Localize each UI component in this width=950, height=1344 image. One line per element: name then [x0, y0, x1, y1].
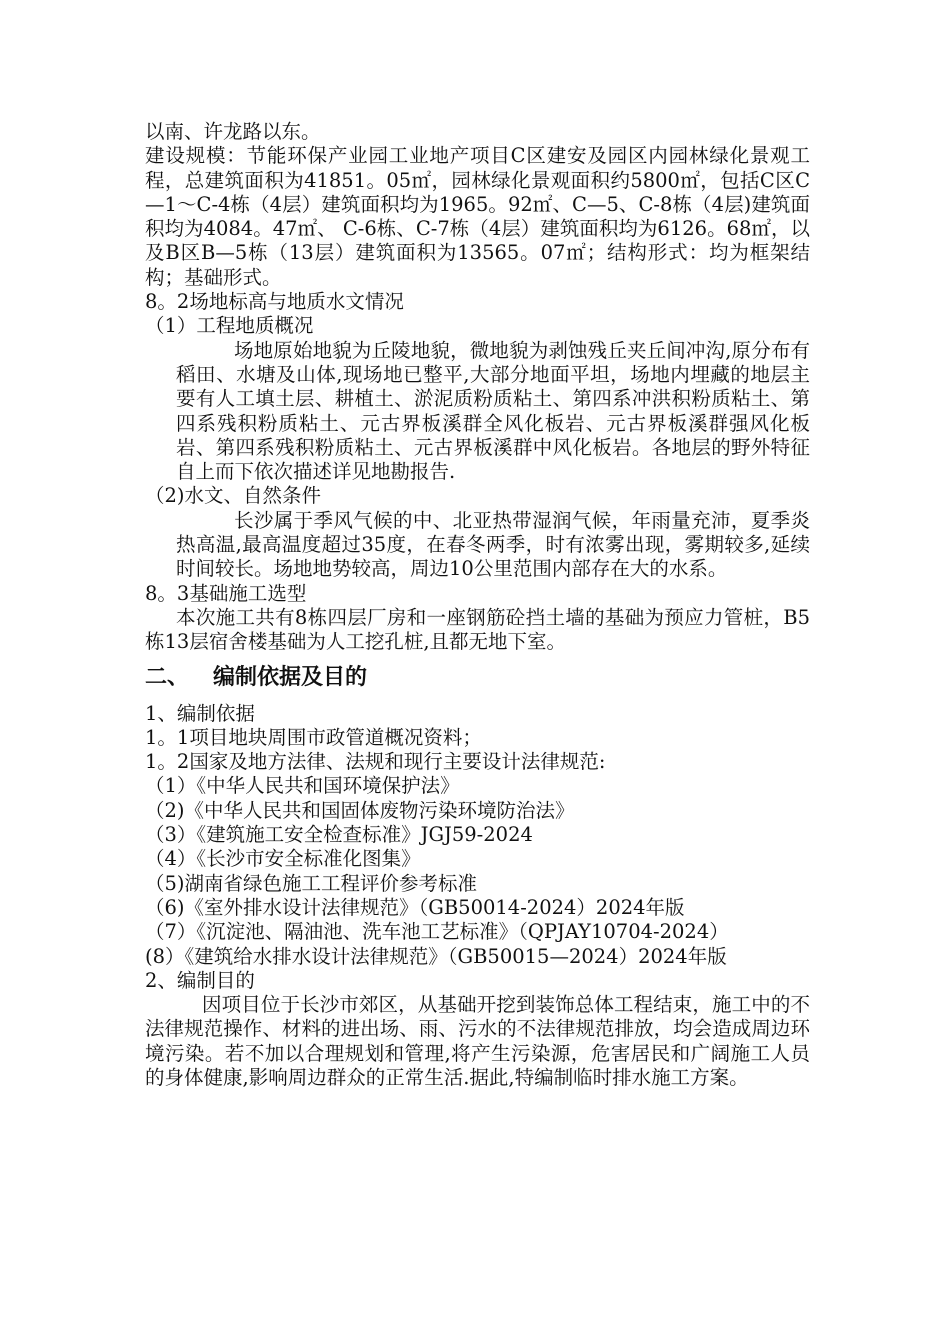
- section-2-heading: [145, 663, 810, 693]
- location-tail: 以南、许龙路以东。: [145, 120, 321, 143]
- foundation-paragraph: 本次施工共有8栋四层厂房和一座钢筋砼挡土墙的基础为预应力管桩，B5栋13层宿舍楼基础为人工挖孔桩,且都无地下室。: [145, 605, 810, 654]
- law-list-item: （1）《中华人民共和国环境保护法》: [145, 774, 460, 798]
- section-8-3-title: 8。3基础施工选型: [145, 581, 307, 605]
- law-list-item: (8）《建筑给水排水设计法律规范》（GB50015—2024）2024年版: [145, 944, 727, 968]
- basis-item-1-2: 1。2国家及地方法律、法规和现行主要设计法律规范:: [145, 750, 606, 774]
- geology-paragraph: 场地原始地貌为丘陵地貌，微地貌为剥蚀残丘夹丘间冲沟,原分布有稻田、水塘及山体,现场地已整平,大部分地面平坦，场地内埋藏的地层主要有人工填土层、耕植土、淤泥质粉质粘土、第四系冲洪积粉质粘土、第四系残积粉质粘土、元古界板溪群全风化板岩、元古界板溪群强风化板岩、第四系残积粉质粘土、元古界板溪群中风化板岩。各地层的野外特征自上而下依次描述详见地勘报告.: [176, 338, 810, 484]
- geology-title: （1）工程地质概况: [145, 314, 314, 338]
- purpose-paragraph: 因项目位于长沙市郊区，从基础开挖到装饰总体工程结束，施工中的不法律规范操作、材料的进出场、雨、污水的不法律规范排放，均会造成周边环境污染。若不加以合理规划和管理,将产生污染源，危害居民和广阔施工人员的身体健康,影响周边群众的正常生活.据此,特编制临时排水施工方案。: [145, 993, 810, 1089]
- document-page: [145, 120, 810, 1090]
- construction-scale-paragraph: 建设规模：节能环保产业园工业地产项目C区建安及园区内园林绿化景观工程，总建筑面积为41851。05㎡，园林绿化景观面积约5800㎡，包括C区C—1～C-4栋（4层）建筑面积均为1965。92㎡、C—5、C-8栋（4层)建筑面积均为4084。47㎡、 C-6栋、C-7栋（4层）建筑面积均为6126。68㎡，以及B区B—5栋（13层）建筑面积为13565。07㎡；结构形式：均为框架结构；基础形式。: [145, 144, 810, 289]
- section-2-heading-text: 编制依据及目的: [213, 664, 368, 690]
- hydrology-paragraph: 长沙属于季风气候的中、北亚热带湿润气候，年雨量充沛，夏季炎热高温,最高温度超过35度，在春冬两季，时有浓雾出现，雾期较多,延续时间较长。场地地势较高，周边10公里范围内部存在大的水系。: [176, 508, 810, 581]
- law-list-item: （7）《沉淀池、隔油池、洗车池工艺标准》（QPJAY10704-2024）: [145, 920, 729, 944]
- law-list-item: （4）《长沙市安全标准化图集》: [145, 847, 421, 871]
- law-list-item: （3）《建筑施工安全检查标准》JGJ59-2024: [145, 823, 533, 847]
- section-2-number: 二、: [145, 664, 190, 690]
- law-list-item: （6)《室外排水设计法律规范》（GB50014-2024）2024年版: [145, 895, 685, 919]
- law-list-item: （5)湖南省绿色施工工程评价参考标准: [145, 871, 478, 895]
- basis-title: 1、编制依据: [145, 701, 255, 725]
- basis-item-1-1: 1。1项目地块周围市政管道概况资料；: [145, 725, 482, 749]
- purpose-title: 2、编制目的: [145, 968, 255, 992]
- section-8-2-title: 8。2场地标高与地质水文情况: [145, 290, 404, 314]
- hydrology-title: （2)水文、自然条件: [145, 484, 322, 508]
- law-list-item: （2)《中华人民共和国固体废物污染环境防治法》: [145, 798, 575, 822]
